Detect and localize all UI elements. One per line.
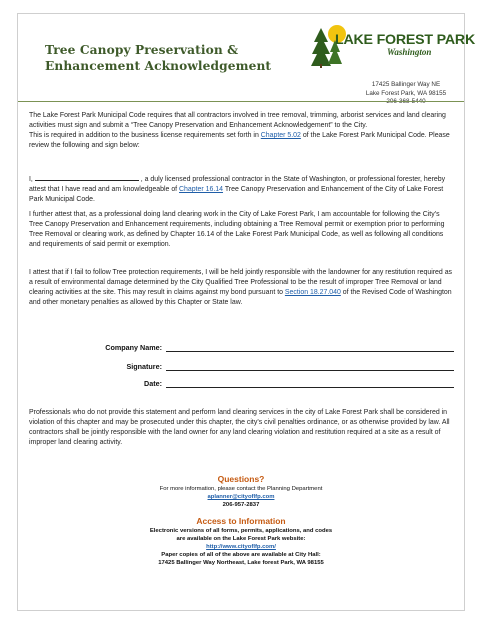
violation-text: Professionals who do not provide this statement and perform land clearing services in the city of Lake Forest Park shall be considered in violation of this chapter and may be prosecuted under this chapter, the city’s civil penalties ordinance, or as otherwise provided by law. All contractors shall be jointly responsible with the land owner for any land clearing violation and restitution required at a site as a result of improper land clearing activity. [29,409,450,446]
violation-paragraph [29,408,453,448]
signature-label: Signature: [126,362,162,371]
intro-license-text-end: of the Lake Forest Park Municipal Code. Please review the following and sign below: [29,132,450,149]
access-section [17,516,465,567]
address-line-1: 17425 Ballinger Way NE [371,81,441,88]
signature-row [29,362,455,372]
city-address [311,81,461,107]
title-line-1: Tree Canopy Preservation & [45,43,239,57]
liability-paragraph [29,268,453,308]
attest-middle: , a duly licensed professional contractor in the State of Washington, or professional forester, hereby attest that I have read and am knowledgeable of [29,176,446,193]
chapter-5-02-link[interactable]: Chapter 5.02 [260,132,301,139]
document-title [45,42,271,74]
company-name-row [29,343,455,353]
address-line-2: Lake Forest Park, WA 98155 [365,89,447,97]
intro-license-paragraph [29,131,453,151]
intro-license-text: This is required in addition to the business license requirements set forth in [29,132,261,139]
date-label: Date: [144,379,162,388]
questions-heading: Questions? [217,474,265,484]
planner-email-link[interactable]: aplanner@cityoflfp.com [207,494,275,500]
liability-text-end: of the Revised Code of Washington and other monetary penalties as allowed by this Chapter or State law. [29,289,452,306]
attest-prefix: I, [29,176,35,183]
questions-section [17,474,465,509]
header-divider [18,101,464,102]
section-18-27-040-link[interactable]: Section 18.27.040 [284,289,341,296]
city-phone: 206-368-5440 [386,98,426,105]
chapter-16-14-link[interactable]: Chapter 16.14 [179,186,224,193]
attest-paragraph [29,173,453,205]
signature-field[interactable] [166,370,454,371]
company-name-label: Company Name: [105,343,162,352]
access-line-1: Electronic versions of all forms, permits, applications, and codes [149,528,333,534]
date-row [29,379,455,389]
date-field[interactable] [166,387,454,388]
further-text: I further attest that, as a professional doing land clearing work in the City of Lake Forest Park, I am accountable for following the City’s Tree Canopy Preservation and Enhancement requirements, including obtaining a Tree Removal permit or exemption prior to performing Tree Removal or clearing work, as defined by Chapter 16.14 of the Lake Forest Park Municipal Code, as well as following all conditions and requirements of said permit or exemption. [29,211,445,248]
further-paragraph [29,210,453,250]
liability-text: I attest that if I fail to follow Tree protection requirements, I will be held jointly responsible with the landowner for any restitution required as a result of environmental damage determined by the City Qualified Tree Professional to be the result of improper Tree Removal or land clearing activities at the site. This may result in claims against my bond pursuant to [29,269,453,296]
title-line-2: Enhancement Acknowledgement [45,59,272,73]
contractor-name-blank[interactable] [35,173,139,181]
company-name-field[interactable] [166,351,454,352]
access-line-3: Paper copies of all of the above are available at City Hall: [161,552,321,558]
logo-state-name: Washington [387,47,432,57]
intro-paragraph: The Lake Forest Park Municipal Code requires that all contractors involved in tree removal, trimming, arborist services and land clearing activities must sign and submit a “Tree Canopy Preservation and Enhancement Acknowledgement” to the City. [29,112,446,129]
access-heading: Access to Information [196,516,286,526]
attest-after: Tree Canopy Preservation and Enhancement of the City of Lake Forest Park Municipal Code. [29,186,444,203]
logo-city-name: LAKE FOREST PARK [335,32,475,48]
questions-text: For more information, please contact the Planning Department [159,486,323,492]
planning-phone: 206-957-2837 [222,502,260,508]
access-line-2: are available on the Lake Forest Park website: [176,536,306,542]
access-line-4: 17425 Ballinger Way Northeast, Lake forest Park, WA 98155 [158,560,324,566]
intro-section [29,111,453,151]
city-website-link[interactable]: http://www.cityoflfp.com/ [206,544,276,550]
